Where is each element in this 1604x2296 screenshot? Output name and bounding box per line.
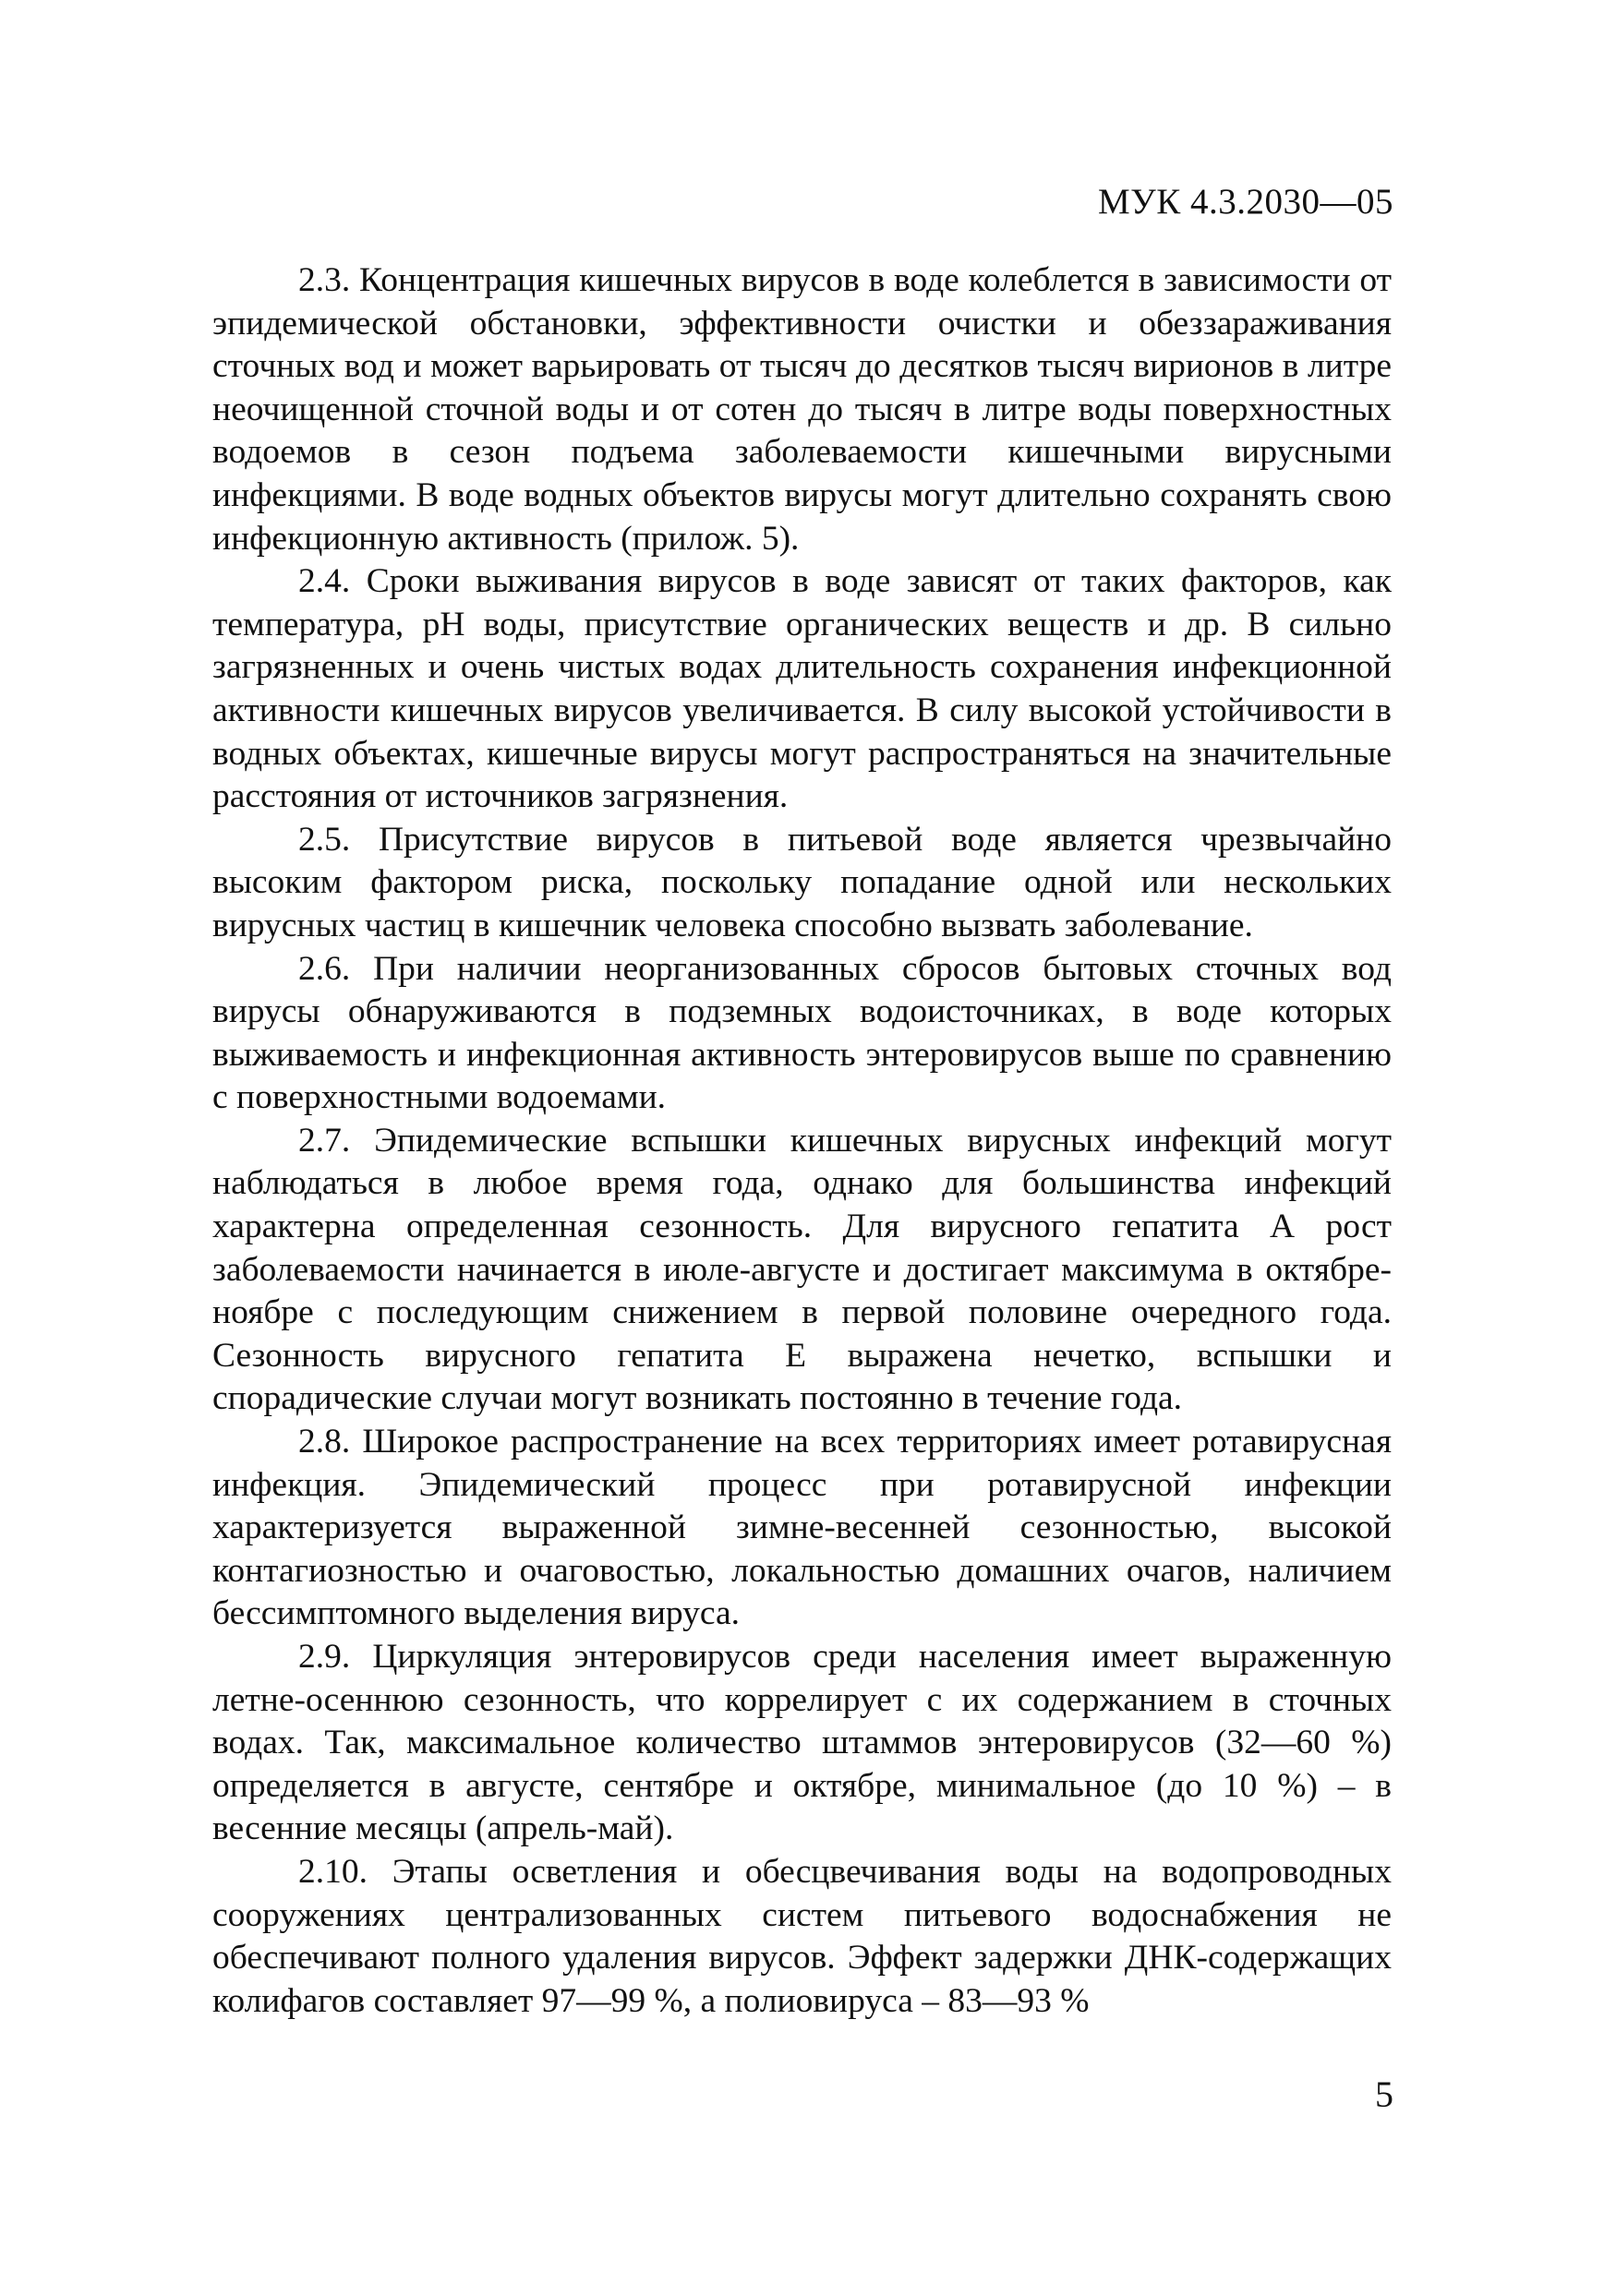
paragraph-2-8: 2.8. Широкое распространение на всех территориях имеет ротавирусная инфекция. Эпидемический процесс при ротавирусной инфекции характеризуется выраженной зимне-весенней сезонностью, высокой контагиозностью и очаговостью, локальностью домашних очагов, наличием бессимптомного выделения вируса. [212, 1423, 1392, 1633]
paragraph-2-3: 2.3. Концентрация кишечных вирусов в воде колеблется в зависимости от эпидемической обстановки, эффективности очистки и обеззараживания сточных вод и может варьировать от тысяч до десятков тысяч вирионов в литре неочищенной сточной воды и от сотен до тысяч в литре воды поверхностных водоемов в сезон подъема заболеваемости кишечными вирусными инфекциями. В воде водных объектов вирусы могут длительно сохранять свою инфекционную активность (прилож. 5). [212, 261, 1392, 558]
paragraph-2-6: 2.6. При наличии неорганизованных сбросов бытовых сточных вод вирусы обнаруживаются в подземных водоисточниках, в воде которых выживаемость и инфекционная активность энтеровирусов выше по сравнению с поверхностными водоемами. [212, 949, 1392, 1117]
document-code: МУК 4.3.2030—05 [1097, 182, 1393, 222]
paragraph-2-4: 2.4. Сроки выживания вирусов в воде зависят от таких факторов, как температура, pH воды, присутствие органических веществ и др. В сильно загрязненных и очень чистых водах длительность сохранения инфекционной активности кишечных вирусов увеличивается. В силу высокой устойчивости в водных объектах, кишечные вирусы могут распространяться на значительные расстояния от источников загрязнения. [212, 562, 1392, 816]
paragraph-2-5: 2.5. Присутствие вирусов в питьевой воде является чрезвычайно высоким фактором риска, поскольку попадание одной или нескольких вирусных частиц в кишечник человека способно вызвать заболевание. [212, 820, 1392, 944]
page-number: 5 [1375, 2074, 1393, 2115]
document-body [212, 259, 1392, 2023]
paragraph-2-9: 2.9. Циркуляция энтеровирусов среди населения имеет выраженную летне-осеннюю сезонность, что коррелирует с их содержанием в сточных водах. Так, максимальное количество штаммов энтеровирусов (32—60 %) определяется в августе, сентябре и октябре, минимальное (до 10 %) – в весенние месяцы (апрель-май). [212, 1638, 1392, 1848]
paragraph-2-7: 2.7. Эпидемические вспышки кишечных вирусных инфекций могут наблюдаться в любое время года, однако для большинства инфекций характерна определенная сезонность. Для вирусного гепатита А рост заболеваемости начинается в июле-августе и достигает максимума в октябре-ноябре с последующим снижением в первой половине очередного года. Сезонность вирусного гепатита Е выражена нечетко, вспышки и спорадические случаи могут возникать постоянно в течение года. [212, 1121, 1392, 1418]
paragraph-2-10: 2.10. Этапы осветления и обесцвечивания воды на водопроводных сооружениях централизованных систем питьевого водоснабжения не обеспечивают полного удаления вирусов. Эффект задержки ДНК-содержащих колифагов составляет 97—99 %, а полиовируса – 83—93 % [212, 1852, 1392, 2020]
